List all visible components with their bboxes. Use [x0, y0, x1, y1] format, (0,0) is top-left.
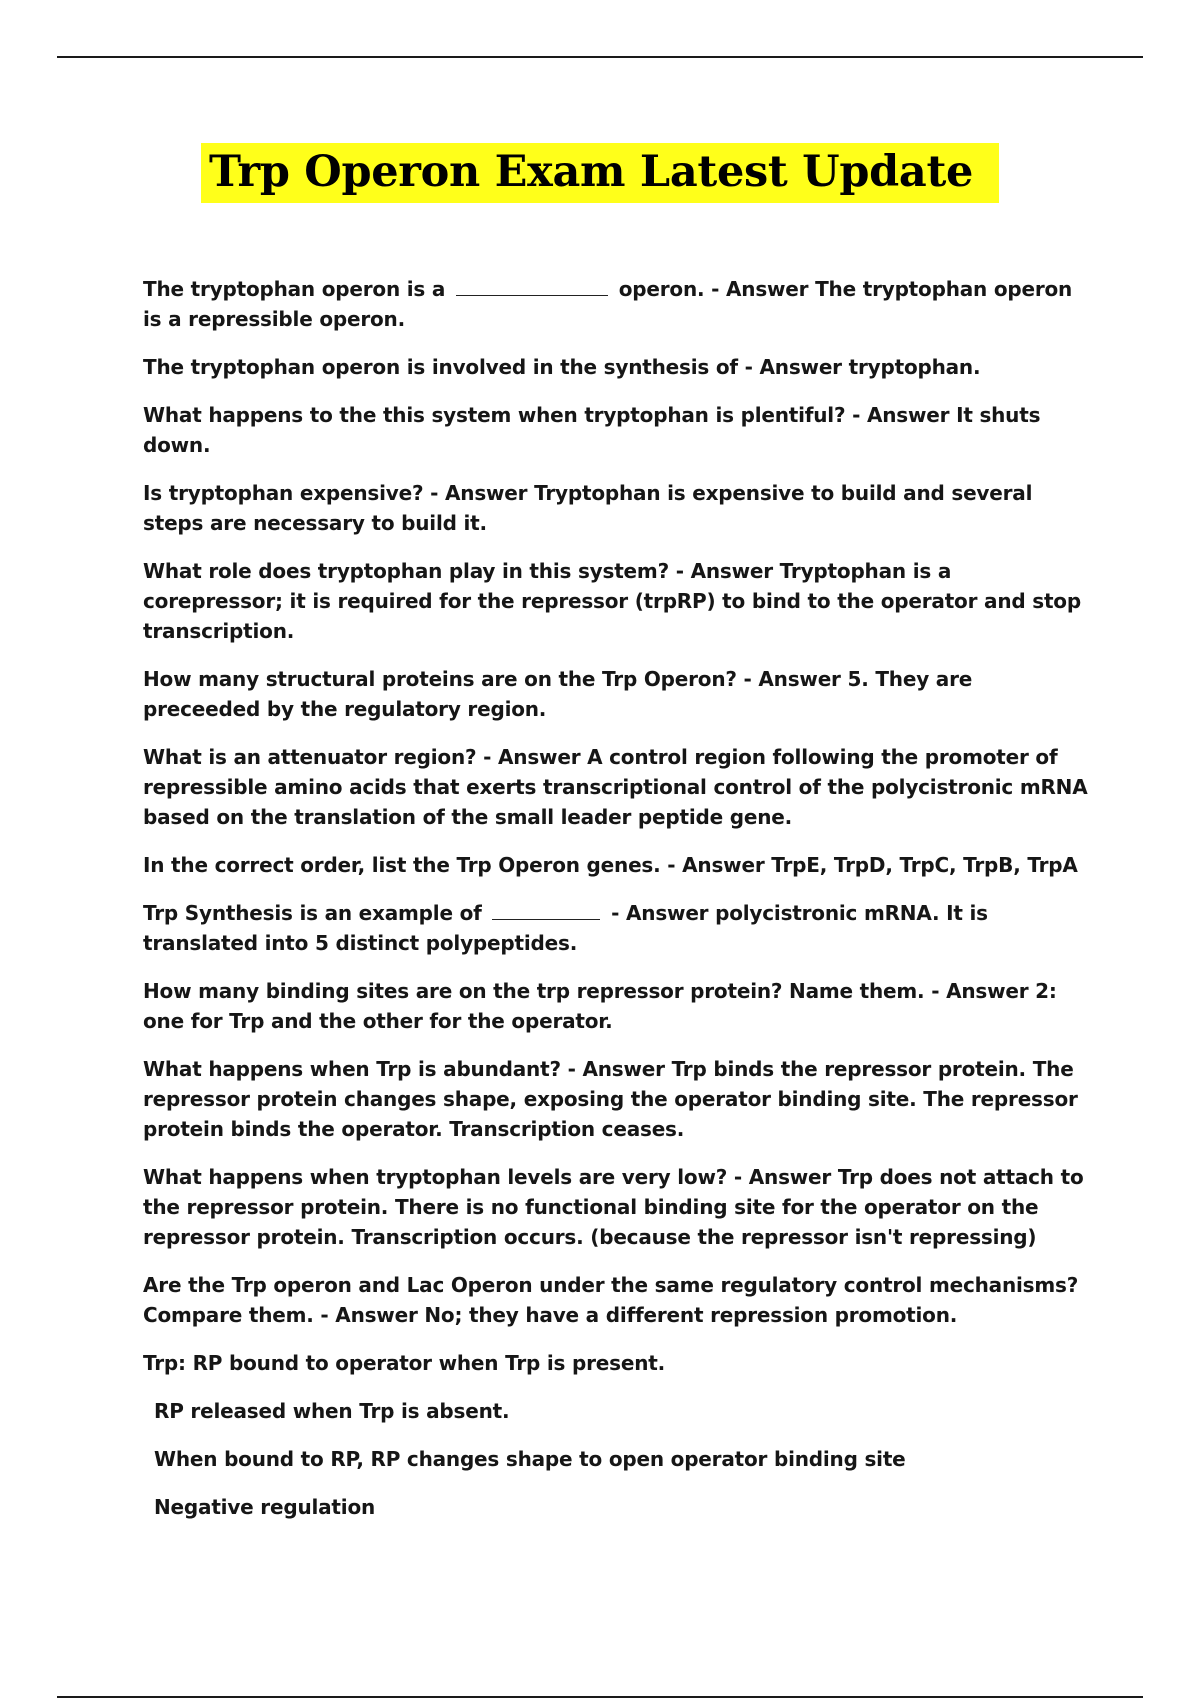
qa-list	[143, 274, 1093, 1540]
qa-item: Are the Trp operon and Lac Operon under the same regulatory control mechanisms? Compare them. - Answer No; they have a different repression promotion.	[143, 1273, 1079, 1327]
title-container	[0, 143, 1200, 203]
qa-item: What is an attenuator region? - Answer A control region following the promoter of repressible amino acids that exerts transcriptional control of the polycistronic mRNA based on the translation of the small leader peptide gene.	[143, 745, 1088, 829]
qa-item: How many structural proteins are on the Trp Operon? - Answer 5. They are preceeded by the regulatory region.	[143, 667, 973, 721]
qa-item: The tryptophan operon is a operon. - Answer The tryptophan operon is a repressible operon.	[143, 277, 1073, 331]
fill-in-blank	[456, 294, 608, 296]
sub-item: When bound to RP, RP changes shape to open operator binding site	[154, 1447, 906, 1471]
qa-item: What role does tryptophan play in this system? - Answer Tryptophan is a corepressor; it is required for the repressor (trpRP) to bind to the operator and stop transcription.	[143, 559, 1081, 643]
qa-item: Trp Synthesis is an example of - Answer polycistronic mRNA. It is translated into 5 distinct polypeptides.	[143, 901, 988, 955]
qa-item: Trp: RP bound to operator when Trp is present.	[143, 1351, 665, 1375]
sub-item: RP released when Trp is absent.	[154, 1399, 510, 1423]
qa-item: Is tryptophan expensive? - Answer Tryptophan is expensive to build and several steps are necessary to build it.	[143, 481, 1033, 535]
qa-item: What happens when Trp is abundant? - Answer Trp binds the repressor protein. The repressor protein changes shape, exposing the operator binding site. The repressor protein binds the operator. Transcription ceases.	[143, 1057, 1078, 1141]
document-title: Trp Operon Exam Latest Update	[201, 143, 999, 203]
bottom-rule	[57, 1696, 1143, 1698]
qa-item: How many binding sites are on the trp repressor protein? Name them. - Answer 2: one for Trp and the other for the operator.	[143, 979, 1057, 1033]
top-rule	[57, 56, 1143, 58]
qa-item: What happens to the this system when tryptophan is plentiful? - Answer It shuts down.	[143, 403, 1041, 457]
qa-item: The tryptophan operon is involved in the synthesis of - Answer tryptophan.	[143, 355, 981, 379]
qa-item: In the correct order, list the Trp Operon genes. - Answer TrpE, TrpD, TrpC, TrpB, TrpA	[143, 853, 1078, 877]
fill-in-blank	[492, 918, 600, 920]
qa-item: What happens when tryptophan levels are very low? - Answer Trp does not attach to the repressor protein. There is no functional binding site for the operator on the repressor protein. Transcription occurs. (because the repressor isn't repressing)	[143, 1165, 1084, 1249]
sub-item: Negative regulation	[154, 1495, 376, 1519]
